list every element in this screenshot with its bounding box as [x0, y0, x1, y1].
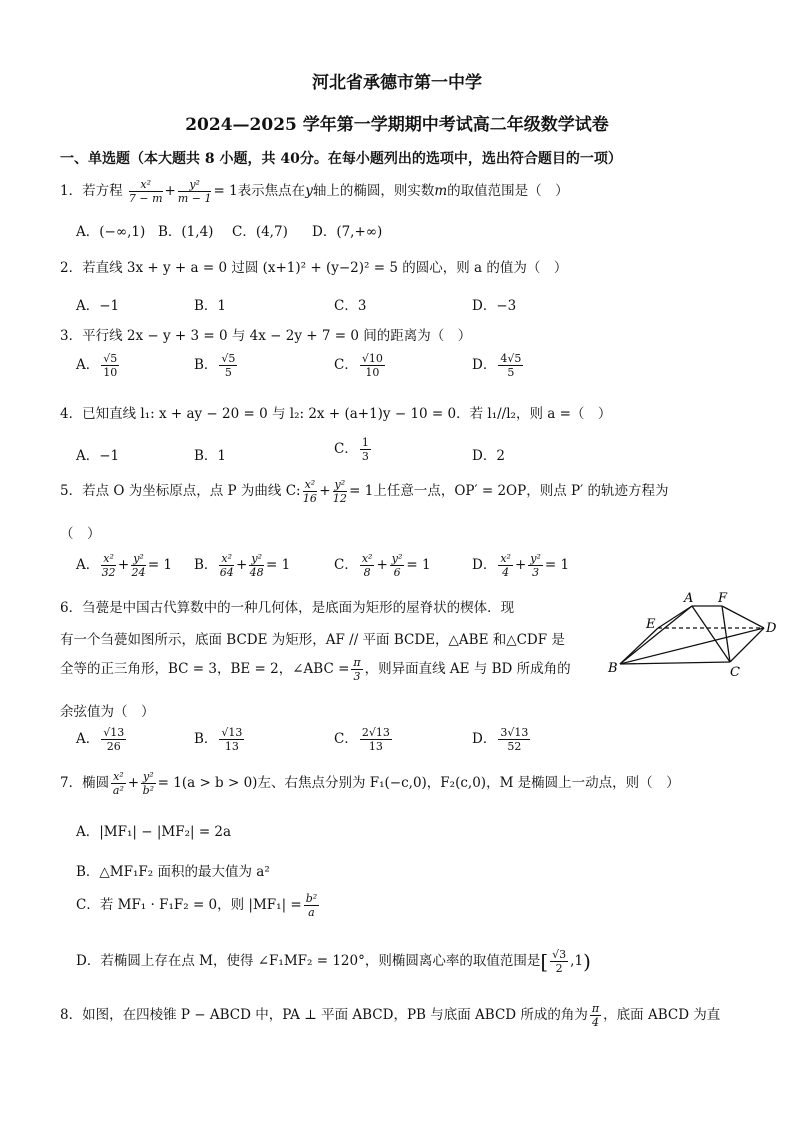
q6-option-a: A． $\frac{√13}{26}$: [76, 726, 125, 753]
edge-CD: [730, 628, 764, 662]
school-title: 河北省承德市第一中学: [312, 73, 482, 93]
q4-option-a: A．−1: [76, 448, 120, 464]
q6-option-d: D． $\frac{3√13}{52}$: [472, 726, 529, 753]
label-F: F: [718, 591, 728, 606]
q6-option-c: C． $\frac{2√13}{13}$: [334, 726, 390, 753]
q4-option-b: B．1: [194, 448, 227, 464]
q5-option-a: A． $\frac{\text{x²}}{32}$ + $\frac{\text{y²}}{24}$ = 1: [76, 552, 173, 579]
edge-AC: [692, 606, 730, 662]
question-3: 3．平行线 2x − y + 3 = 0 与 4x − 2y + 7 = 0 间的距离为（ ）: [60, 328, 472, 344]
edge-FC: [722, 606, 730, 662]
q7-option-d: D．若椭圆上存在点 M，使得 ∠F₁MF₂ = 120°，则椭圆离心率的取值范围是[ $\frac{√3}{2}$ ,1): [76, 948, 591, 975]
q3-option-c: C． $\frac{√10}{10}$: [334, 352, 383, 379]
label-D: D: [766, 621, 777, 636]
q1-option-a: A．(−∞,1): [76, 224, 146, 240]
question-4: 4．已知直线 l₁: x + ay − 20 = 0 与 l₂: 2x + (a+1)y − 10 = 0．若 l₁//l₂，则 a =（ ）: [60, 406, 612, 422]
q1-option-c: C．(4,7): [232, 224, 288, 240]
question-8: 8．如图，在四棱锥 P − ABCD 中，PA ⊥ 平面 ABCD，PB 与底面 ABCD 所成的角为 $\frac{\pi}{4}$ ，底面 ABCD 为直: [60, 1002, 721, 1029]
q4-option-c: C． $\frac{1}{3}$: [334, 436, 369, 463]
q6-option-b: B． $\frac{√13}{13}$: [194, 726, 243, 753]
question-6-line3: 全等的正三角形，BC = 3，BE = 2，∠ABC = $\frac{\pi}{3}$ ，则异面直线 AE 与 BD 所成角的: [60, 656, 571, 683]
label-C: C: [730, 665, 740, 680]
q3-option-a: A． $\frac{√5}{10}$: [76, 352, 118, 379]
question-5: 5．若点 O 为坐标原点，点 P 为曲线 C: $\frac{\text{x²}}{16}$ + $\frac{\text{y²}}{12}$ = 1上任意一点，OP′ = 2OP，则点 P′ 的轨迹方程为: [60, 478, 669, 505]
label-E: E: [646, 617, 656, 632]
q3-option-d: D． $\frac{4√5}{5}$: [472, 352, 522, 379]
q7-option-c: C．若 MF₁ · F₁F₂ = 0，则 |MF₁| = $\frac{\text{b²}}{a}$: [76, 892, 318, 919]
question-7: 7．椭圆 $\frac{\text{x²}}{\text{a²}}$ + $\frac{\text{y²}}{\text{b²}}$ = 1(a > b > 0)左、右焦点分别为 F₁(−c,0)，F₂(c,0)，M 是椭圆上一动点，则（ ）: [60, 770, 680, 797]
q1-option-b: B．(1,4): [158, 224, 214, 240]
q2-option-d: D．−3: [472, 298, 517, 314]
q7-option-a: A．|MF₁| − |MF₂| = 2a: [76, 824, 232, 840]
q5-option-d: D． $\frac{\text{x²}}{4}$ + $\frac{\text{y²}}{3}$ = 1: [472, 552, 570, 579]
edge-BC: [620, 662, 730, 664]
question-2: 2．若直线 3x + y + a = 0 过圆 (x+1)² + (y−2)² = 5 的圆心，则 a 的值为（ ）: [60, 260, 568, 276]
question-6-line4: 余弦值为（ ）: [60, 704, 155, 720]
label-B: B: [608, 661, 618, 676]
q2-option-b: B．1: [194, 298, 227, 314]
question-5-cont: （ ）: [60, 526, 101, 542]
label-A: A: [684, 591, 694, 606]
section-heading: 一、单选题（本大题共 8 小题，共 40分。在每小题列出的选项中，选出符合题目的一项）: [60, 151, 622, 167]
q7-option-b: B．△MF₁F₂ 面积的最大值为 a²: [76, 864, 270, 880]
edge-FD: [722, 606, 764, 628]
exam-title: 2024—2025 学年第一学期期中考试高二年级数学试卷: [185, 115, 609, 135]
q5-option-c: C． $\frac{\text{x²}}{8}$ + $\frac{\text{y²}}{6}$ = 1: [334, 552, 431, 579]
q2-option-c: C．3: [334, 298, 367, 314]
q2-option-a: A．−1: [76, 298, 120, 314]
q4-option-d: D．2: [472, 448, 505, 464]
q3-option-b: B． $\frac{√5}{5}$: [194, 352, 236, 379]
q1-option-d: D．(7,+∞): [312, 224, 383, 240]
question-1: 1．若方程 $\frac{\text{x²}}{7 - m}$ + $\frac{\text{y²}}{m - 1}$ = 1表示焦点在y轴上的椭圆，则实数m的取值范围是（ ）: [60, 178, 569, 205]
q5-option-b: B． $\frac{\text{x²}}{64}$ + $\frac{\text{y²}}{48}$ = 1: [194, 552, 291, 579]
question-6-line1: 6．刍甍是中国古代算数中的一种几何体，是底面为矩形的屋脊状的楔体．现: [60, 600, 515, 616]
question-6-line2: 有一个刍甍如图所示，底面 BCDE 为矩形，AF // 平面 BCDE，△ABE 和△CDF 是: [60, 632, 565, 648]
wedge-figure: [606, 590, 788, 682]
